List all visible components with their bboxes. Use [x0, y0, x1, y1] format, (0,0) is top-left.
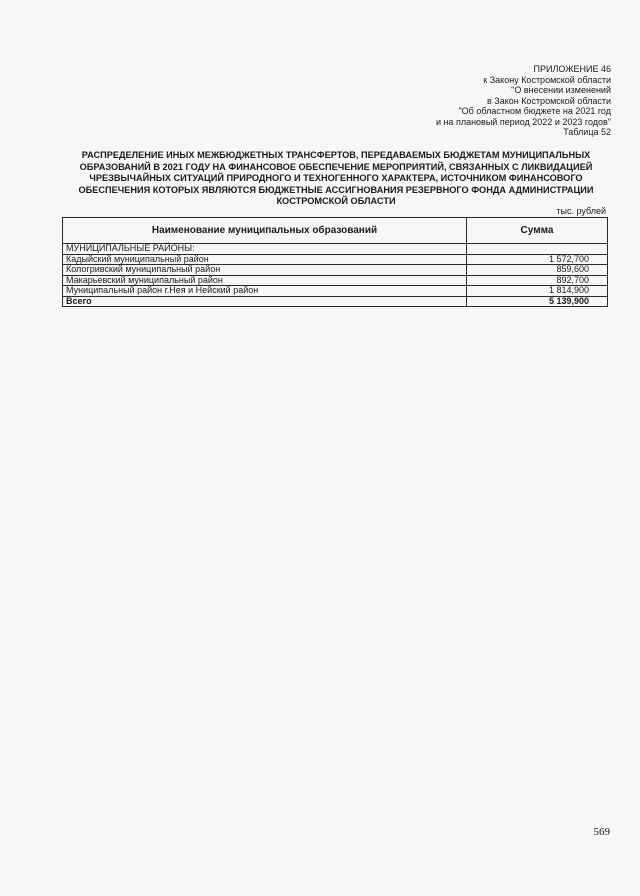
appendix-line: к Закону Костромской области [483, 74, 611, 85]
row-name: Макарьевский муниципальный район [63, 275, 467, 286]
row-name: Муниципальный район г.Нея и Нейский район [63, 286, 467, 297]
distribution-table [62, 217, 608, 307]
row-sum: 1 814,900 [467, 286, 608, 297]
table-row [63, 275, 608, 286]
units-label: тыс. рублей [556, 206, 606, 216]
appendix-line: "О внесении изменений [511, 85, 611, 95]
total-sum: 5 139,900 [467, 296, 608, 307]
total-row [63, 296, 608, 307]
table-row [63, 254, 608, 265]
total-label: Всего [63, 296, 467, 307]
row-sum: 1 572,700 [467, 254, 608, 265]
appendix-line: "Об областном бюджете на 2021 год [458, 106, 611, 116]
section-row [63, 244, 608, 255]
column-header-sum: Сумма [467, 218, 608, 244]
appendix-header [436, 64, 611, 138]
section-sum-empty [467, 244, 608, 255]
table-header-row [63, 218, 608, 244]
table-row [63, 265, 608, 276]
appendix-line: и на плановый период 2022 и 2023 годов" [435, 116, 611, 127]
document-title: РАСПРЕДЕЛЕНИЕ ИНЫХ МЕЖБЮДЖЕТНЫХ ТРАНСФЕРТОВ, ПЕРЕДАВАЕМЫХ БЮДЖЕТАМ МУНИЦИПАЛЬНЫХ ОБРАЗОВАНИЙ В 2021 ГОДУ НА ФИНАНСОВОЕ ОБЕСПЕЧЕНИЕ МЕРОПРИЯТИЙ, СВЯЗАННЫХ С ЛИКВИДАЦИЕЙ ЧРЕЗВЫЧАЙНЫХ СИТУАЦИЙ ПРИРОДНОГО И ТЕХНОГЕННОГО ХАРАКТЕРА, ИСТОЧНИКОМ ФИНАНСОВОГО ОБЕСПЕЧЕНИЯ КОТОРЫХ ЯВЛЯЮТСЯ БЮДЖЕТНЫЕ АССИГНОВАНИЯ РЕЗЕРВНОГО ФОНДА АДМИНИСТРАЦИИ КОСТРОМСКОЙ ОБЛАСТИ [78, 150, 594, 206]
row-name: Кологривский муниципальный район [63, 265, 467, 276]
row-sum: 892,700 [467, 275, 608, 286]
appendix-line: ПРИЛОЖЕНИЕ 46 [533, 64, 611, 74]
page-number: 569 [593, 826, 610, 838]
appendix-line: в Закон Костромской области [486, 95, 611, 106]
table-number: Таблица 52 [563, 127, 611, 137]
section-label: МУНИЦИПАЛЬНЫЕ РАЙОНЫ: [63, 244, 467, 255]
row-name: Кадыйский муниципальный район [63, 254, 467, 265]
table-row [63, 286, 608, 297]
row-sum: 859,600 [467, 265, 608, 276]
column-header-name: Наименование муниципальных образований [63, 218, 467, 244]
